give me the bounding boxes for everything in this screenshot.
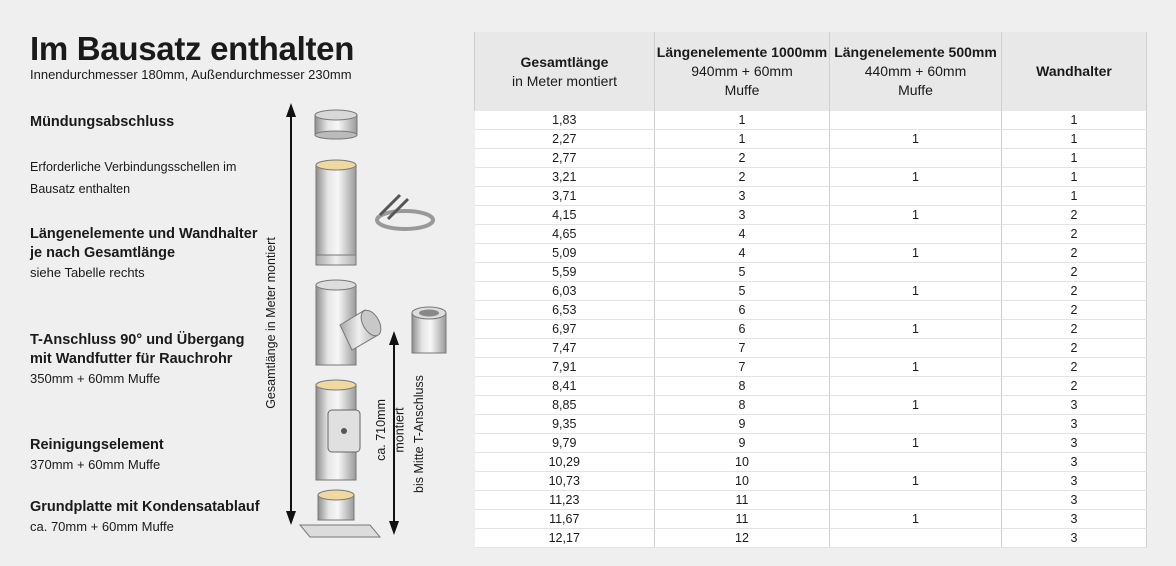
cell-laengen-500: 1 <box>830 396 1002 415</box>
cell-gesamtlaenge: 6,97 <box>475 320 655 339</box>
table-row <box>475 415 1147 434</box>
cell-gesamtlaenge: 6,03 <box>475 282 655 301</box>
cell-wandhalter: 3 <box>1002 453 1147 472</box>
cell-laengen-500: 1 <box>830 472 1002 491</box>
cell-laengen-500 <box>830 187 1002 206</box>
cell-gesamtlaenge: 5,09 <box>475 244 655 263</box>
cell-laengen-500 <box>830 111 1002 130</box>
cell-laengen-1000: 5 <box>655 263 830 282</box>
cell-laengen-1000: 1 <box>655 111 830 130</box>
cell-laengen-1000: 3 <box>655 206 830 225</box>
tanschluss-heading-line-2: mit Wandfutter für Rauchrohr <box>30 351 233 367</box>
cell-wandhalter: 1 <box>1002 111 1147 130</box>
item-grundplatte-sub: ca. 70mm + 60mm Muffe <box>30 519 174 534</box>
chimney-illustration <box>270 95 470 545</box>
table-row <box>475 263 1147 282</box>
cell-wandhalter: 1 <box>1002 168 1147 187</box>
t-piece-part <box>316 280 385 365</box>
cell-laengen-500 <box>830 149 1002 168</box>
col-header-1000-title: Längenelemente 1000mm <box>656 44 828 60</box>
cell-gesamtlaenge: 9,35 <box>475 415 655 434</box>
col-header-gesamt-sub: in Meter montiert <box>511 72 618 89</box>
table-row <box>475 358 1147 377</box>
cell-laengen-500: 1 <box>830 130 1002 149</box>
cell-gesamtlaenge: 2,27 <box>475 130 655 149</box>
cell-gesamtlaenge: 7,91 <box>475 358 655 377</box>
cell-laengen-500 <box>830 453 1002 472</box>
cell-wandhalter: 2 <box>1002 301 1147 320</box>
cell-laengen-1000: 7 <box>655 339 830 358</box>
cell-laengen-500: 1 <box>830 168 1002 187</box>
col-header-500-title: Längenelemente 500mm <box>834 44 997 60</box>
col-header-1000 <box>655 32 830 111</box>
schellen-line-1: Erforderliche Verbindungsschellen im <box>30 160 237 174</box>
cell-gesamtlaenge: 8,85 <box>475 396 655 415</box>
cell-gesamtlaenge: 11,23 <box>475 491 655 510</box>
configuration-table-wrap <box>474 32 1146 550</box>
laengen-heading-line-2: je nach Gesamtlänge <box>30 245 176 261</box>
cell-laengen-1000: 5 <box>655 282 830 301</box>
cell-laengen-500: 1 <box>830 320 1002 339</box>
item-laengen-sub: siehe Tabelle rechts <box>30 265 145 280</box>
col-header-500 <box>830 32 1002 111</box>
cell-laengen-500 <box>830 301 1002 320</box>
cell-laengen-500: 1 <box>830 244 1002 263</box>
item-tanschluss-sub: 350mm + 60mm Muffe <box>30 371 161 386</box>
table-row <box>475 149 1147 168</box>
cell-wandhalter: 2 <box>1002 377 1147 396</box>
cell-laengen-500: 1 <box>830 206 1002 225</box>
col-header-gesamt-title: Gesamtlänge <box>520 53 609 70</box>
cell-gesamtlaenge: 3,71 <box>475 187 655 206</box>
cell-laengen-500: 1 <box>830 358 1002 377</box>
cell-gesamtlaenge: 6,53 <box>475 301 655 320</box>
table-row <box>475 130 1147 149</box>
item-muendung-heading: Mündungsabschluss <box>30 114 175 130</box>
cell-laengen-1000: 1 <box>655 130 830 149</box>
col-header-wandhalter-title: Wandhalter <box>1036 63 1112 79</box>
table-row <box>475 377 1147 396</box>
cell-laengen-500 <box>830 529 1002 548</box>
cell-laengen-500: 1 <box>830 282 1002 301</box>
table-row <box>475 529 1147 548</box>
cell-gesamtlaenge: 2,77 <box>475 149 655 168</box>
page-title: Im Bausatz enthalten <box>30 30 355 67</box>
table-row <box>475 244 1147 263</box>
height-label-line-1: ca. 710mm <box>373 399 388 461</box>
cell-wandhalter: 2 <box>1002 206 1147 225</box>
cell-laengen-1000: 2 <box>655 149 830 168</box>
configuration-table <box>474 32 1147 548</box>
cell-gesamtlaenge: 9,79 <box>475 434 655 453</box>
cell-laengen-500 <box>830 377 1002 396</box>
cell-laengen-1000: 9 <box>655 415 830 434</box>
cell-wandhalter: 2 <box>1002 263 1147 282</box>
cell-laengen-1000: 8 <box>655 396 830 415</box>
cell-wandhalter: 3 <box>1002 472 1147 491</box>
cell-gesamtlaenge: 10,73 <box>475 472 655 491</box>
cell-laengen-500 <box>830 415 1002 434</box>
cell-gesamtlaenge: 3,21 <box>475 168 655 187</box>
item-reinigung-sub: 370mm + 60mm Muffe <box>30 457 161 472</box>
item-tanschluss-heading <box>30 331 244 369</box>
cleaning-element-part <box>316 380 360 480</box>
cell-laengen-1000: 2 <box>655 168 830 187</box>
cell-wandhalter: 2 <box>1002 320 1147 339</box>
item-reinigung-heading: Reinigungselement <box>30 437 164 453</box>
height-label-line-3: bis Mitte T-Anschluss <box>411 375 426 493</box>
table-row <box>475 320 1147 339</box>
cell-laengen-500 <box>830 225 1002 244</box>
cell-laengen-1000: 7 <box>655 358 830 377</box>
table-row <box>475 206 1147 225</box>
cell-laengen-1000: 6 <box>655 301 830 320</box>
item-laengen-heading <box>30 225 257 263</box>
cell-gesamtlaenge: 8,41 <box>475 377 655 396</box>
cell-gesamtlaenge: 5,59 <box>475 263 655 282</box>
cell-wandhalter: 2 <box>1002 225 1147 244</box>
cell-wandhalter: 3 <box>1002 491 1147 510</box>
cell-laengen-1000: 12 <box>655 529 830 548</box>
total-length-label: Gesamtlänge in Meter montiert <box>263 237 278 409</box>
cell-gesamtlaenge: 12,17 <box>475 529 655 548</box>
table-row <box>475 396 1147 415</box>
cell-wandhalter: 1 <box>1002 149 1147 168</box>
total-length-arrow <box>286 103 296 525</box>
col-header-500-sub2: Muffe <box>898 82 933 98</box>
adapter-part <box>412 307 446 353</box>
cell-laengen-500 <box>830 491 1002 510</box>
cell-laengen-500: 1 <box>830 510 1002 529</box>
cell-laengen-1000: 10 <box>655 472 830 491</box>
item-grundplatte-heading: Grundplatte mit Kondensatablauf <box>30 499 260 515</box>
table-row <box>475 491 1147 510</box>
cell-laengen-1000: 6 <box>655 320 830 339</box>
table-row <box>475 453 1147 472</box>
table-row <box>475 111 1147 130</box>
cell-wandhalter: 2 <box>1002 339 1147 358</box>
table-row <box>475 510 1147 529</box>
left-panel <box>0 0 470 566</box>
cell-gesamtlaenge: 4,15 <box>475 206 655 225</box>
cell-laengen-1000: 11 <box>655 510 830 529</box>
cell-wandhalter: 3 <box>1002 529 1147 548</box>
cell-gesamtlaenge: 4,65 <box>475 225 655 244</box>
page-subtitle: Innendurchmesser 180mm, Außendurchmesser 230mm <box>30 67 352 82</box>
cell-laengen-500 <box>830 339 1002 358</box>
height-label-line-2: montiert <box>392 407 407 453</box>
cell-wandhalter: 1 <box>1002 130 1147 149</box>
col-header-1000-sub: 940mm + 60mm <box>691 63 793 79</box>
base-plate-part <box>300 490 380 537</box>
cell-wandhalter: 2 <box>1002 282 1147 301</box>
cell-laengen-1000: 11 <box>655 491 830 510</box>
length-element-part <box>316 160 356 265</box>
table-row <box>475 339 1147 358</box>
cell-gesamtlaenge: 7,47 <box>475 339 655 358</box>
table-header-row <box>475 32 1147 111</box>
cell-gesamtlaenge: 1,83 <box>475 111 655 130</box>
table-row <box>475 472 1147 491</box>
table-row <box>475 168 1147 187</box>
cap-part <box>315 110 357 139</box>
table-row <box>475 225 1147 244</box>
col-header-1000-sub2: Muffe <box>724 82 760 98</box>
cell-gesamtlaenge: 10,29 <box>475 453 655 472</box>
cell-laengen-1000: 3 <box>655 187 830 206</box>
clamp-part <box>377 195 433 229</box>
cell-laengen-1000: 10 <box>655 453 830 472</box>
table-row <box>475 282 1147 301</box>
cell-gesamtlaenge: 11,67 <box>475 510 655 529</box>
cell-laengen-1000: 4 <box>655 225 830 244</box>
col-header-gesamt <box>475 32 655 111</box>
cell-wandhalter: 2 <box>1002 244 1147 263</box>
item-schellen-note <box>30 156 270 200</box>
cell-laengen-1000: 4 <box>655 244 830 263</box>
cell-laengen-1000: 8 <box>655 377 830 396</box>
col-header-wandhalter <box>1002 32 1147 111</box>
cell-wandhalter: 3 <box>1002 415 1147 434</box>
cell-wandhalter: 3 <box>1002 434 1147 453</box>
tanschluss-heading-line-1: T-Anschluss 90° und Übergang <box>30 332 245 348</box>
cell-wandhalter: 3 <box>1002 396 1147 415</box>
table-row <box>475 434 1147 453</box>
table-row <box>475 301 1147 320</box>
table-body <box>475 111 1147 548</box>
cell-wandhalter: 3 <box>1002 510 1147 529</box>
cell-laengen-500: 1 <box>830 434 1002 453</box>
cell-wandhalter: 2 <box>1002 358 1147 377</box>
schellen-line-2: Bausatz enthalten <box>30 182 131 196</box>
cell-laengen-500 <box>830 263 1002 282</box>
cell-wandhalter: 1 <box>1002 187 1147 206</box>
table-row <box>475 187 1147 206</box>
cell-laengen-1000: 9 <box>655 434 830 453</box>
col-header-500-sub: 440mm + 60mm <box>864 63 967 79</box>
laengen-heading-line-1: Längenelemente und Wandhalter <box>30 226 258 242</box>
